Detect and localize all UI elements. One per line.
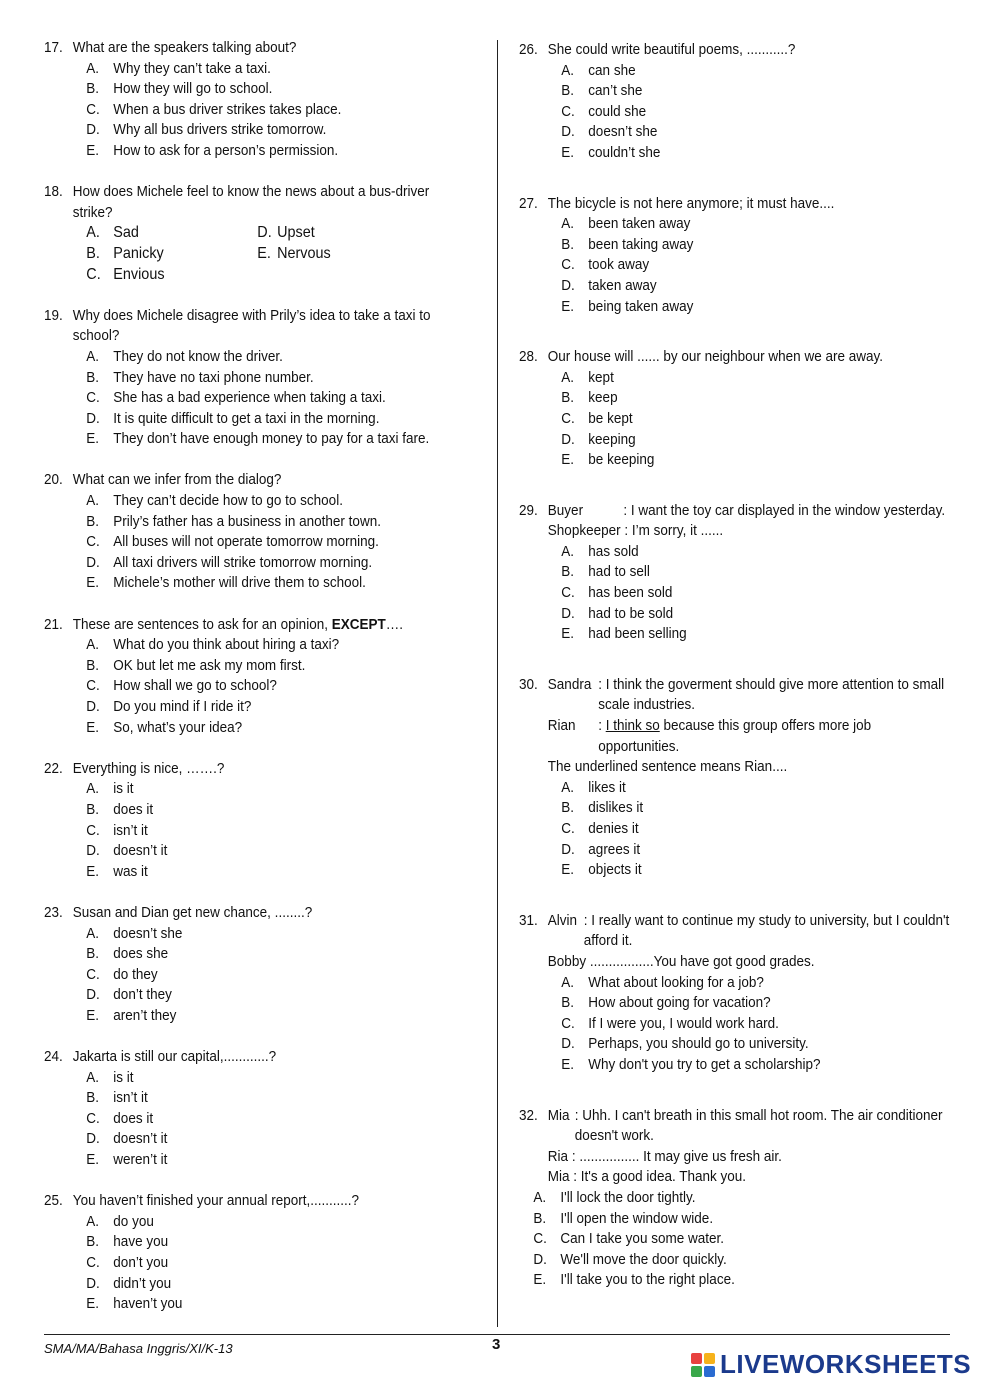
option-b[interactable]: B. can’t she — [561, 82, 643, 100]
question-text: The bicycle is not here anymore; it must have.... — [547, 194, 835, 212]
question-number: 18. — [44, 183, 63, 201]
question-text: Why does Michele disagree with Prily’s idea to take a taxi to school? — [72, 306, 431, 345]
option-d[interactable]: D. doesn’t she — [561, 123, 658, 141]
line: : I really want to continue my study to university, but I couldn't afford it. — [583, 911, 950, 950]
option-a[interactable]: A. They do not know the driver. — [86, 347, 283, 365]
option-b[interactable]: B. does she — [86, 945, 169, 963]
option-d[interactable]: D. taken away — [561, 276, 657, 294]
option-d[interactable]: D. Perhaps, you should go to university. — [561, 1035, 809, 1053]
question-17 — [44, 38, 484, 162]
option-e[interactable]: E. being taken away — [561, 297, 694, 315]
question-32 — [519, 1106, 951, 1291]
option-e[interactable]: E. weren’t it — [86, 1151, 168, 1169]
option-c[interactable]: C. do they — [86, 965, 158, 983]
question-30 — [519, 675, 951, 881]
option-a[interactable]: A. likes it — [561, 778, 626, 796]
sub-question: The underlined sentence means Rian.... — [547, 758, 788, 776]
option-c[interactable]: C. could she — [561, 102, 647, 120]
question-text — [548, 911, 951, 952]
question-number: 22. — [44, 759, 63, 777]
except-keyword: EXCEPT — [331, 615, 386, 633]
option-a[interactable]: A. can she — [561, 61, 636, 79]
dialog-line: Mia : It's a good idea. Thank you. — [547, 1168, 747, 1186]
logo-square-icon — [704, 1366, 715, 1377]
speaker: Alvin — [547, 911, 578, 929]
option-b[interactable]: B. How about going for vacation? — [561, 994, 771, 1012]
speaker: Mia — [547, 1106, 570, 1124]
question-29 — [519, 501, 951, 645]
option-a[interactable]: A. Sad — [86, 224, 139, 242]
option-d[interactable]: D. It is quite difficult to get a taxi in the morning. — [86, 409, 380, 427]
option-e[interactable]: E. So, what’s your idea? — [86, 718, 243, 736]
option-d[interactable]: D. doesn’t it — [86, 842, 168, 860]
option-b[interactable]: B. OK but let me ask my mom first. — [86, 656, 306, 674]
option-c[interactable]: C. be kept — [561, 409, 633, 427]
option-b[interactable]: B. How they will go to school. — [86, 80, 273, 98]
left-column — [44, 38, 484, 1315]
question-number: 25. — [44, 1192, 63, 1210]
option-c[interactable]: C. If I were you, I would work hard. — [561, 1014, 779, 1032]
dialog-line: Shopkeeper : I’m sorry, it ...... — [547, 522, 724, 540]
option-b[interactable]: B. does it — [86, 800, 154, 818]
question-text: How does Michele feel to know the news about a bus-driver strike? — [72, 183, 430, 221]
option-a[interactable]: A. been taken away — [561, 215, 691, 233]
option-b[interactable]: B. had to sell — [561, 563, 650, 581]
option-e[interactable]: E. Why don't you try to get a scholarship? — [561, 1055, 821, 1073]
footer-rule — [44, 1334, 950, 1335]
option-a[interactable]: A. kept — [561, 368, 614, 386]
question-28 — [519, 347, 951, 471]
option-a[interactable]: A. is it — [86, 780, 134, 798]
question-number: 17. — [44, 39, 63, 56]
speaker: Sandra — [547, 675, 592, 693]
option-c[interactable]: C. does it — [86, 1109, 154, 1127]
column-divider — [497, 40, 498, 1327]
question-20 — [44, 470, 484, 594]
option-e[interactable]: E. couldn’t she — [561, 143, 661, 161]
option-b[interactable]: B. isn’t it — [86, 1089, 148, 1107]
question-text: Jakarta is still our capital,............? — [72, 1048, 277, 1066]
option-c[interactable]: C. denies it — [561, 820, 639, 837]
logo-square-icon — [691, 1366, 702, 1377]
question-text: Susan and Dian get new chance, ........? — [72, 903, 313, 921]
question-text: She could write beautiful poems, ...........? — [547, 41, 796, 58]
question-number: 26. — [519, 41, 538, 58]
line: : I want the toy car displayed in the window yesterday. — [623, 501, 946, 519]
underlined-phrase: I think so — [605, 717, 660, 735]
option-a[interactable]: A. What about looking for a job? — [561, 973, 764, 991]
option-c[interactable]: C. She has a bad experience when taking a taxi. — [86, 389, 386, 407]
dialog-line: Bobby .................You have got good grades. — [547, 952, 815, 970]
line: : Uhh. I can't breath in this small hot room. The air conditioner doesn't work. — [574, 1106, 943, 1145]
option-b[interactable]: B. have you — [86, 1233, 169, 1251]
question-text — [548, 501, 951, 522]
option-b[interactable]: B. been taking away — [561, 235, 694, 253]
option-d[interactable]: D. don’t they — [86, 986, 172, 1004]
question-text: What are the speakers talking about? — [72, 39, 297, 56]
footer-course-code: SMA/MA/Bahasa Inggris/XI/K-13 — [44, 1341, 233, 1356]
option-a[interactable]: A. do you — [86, 1212, 154, 1230]
dialog-line: Rian : I think so because this group offers more job opportunities. — [547, 717, 872, 755]
option-e[interactable]: E. haven’t you — [86, 1295, 183, 1313]
question-21 — [44, 615, 484, 739]
option-c[interactable]: C. isn’t it — [86, 821, 148, 839]
logo-mark-icon — [690, 1352, 716, 1378]
option-d[interactable]: D. Do you mind if I ride it? — [86, 698, 252, 715]
option-a[interactable]: A. What do you think about hiring a taxi? — [86, 636, 340, 654]
question-text — [548, 675, 951, 716]
right-column — [519, 40, 951, 1291]
question-number: 29. — [519, 501, 538, 519]
question-19 — [44, 306, 484, 450]
question-number: 32. — [519, 1106, 538, 1124]
question-24 — [44, 1047, 484, 1171]
option-e[interactable]: E. I'll take you to the right place. — [533, 1271, 735, 1289]
option-b[interactable]: B. dislikes it — [561, 799, 644, 817]
option-c[interactable]: C. took away — [561, 256, 650, 274]
option-e[interactable]: E. Nervous — [257, 244, 331, 262]
option-e[interactable]: E. aren’t they — [86, 1006, 177, 1024]
option-c[interactable]: C. Envious — [86, 265, 165, 283]
question-26 — [519, 40, 951, 164]
option-b[interactable]: B. They have no taxi phone number. — [86, 368, 314, 386]
question-27 — [519, 194, 951, 318]
option-b[interactable]: B. Prily’s father has a business in another town. — [86, 512, 381, 530]
option-e[interactable]: E. Michele’s mother will drive them to school. — [86, 574, 366, 592]
option-c[interactable]: C. All buses will not operate tomorrow morning. — [86, 533, 379, 551]
option-b[interactable]: B. I'll open the window wide. — [533, 1209, 714, 1227]
logo-text: LIVEWORKSHEETS — [720, 1349, 972, 1379]
option-e[interactable]: E. They don’t have enough money to pay for a taxi fare. — [86, 430, 430, 448]
question-text: Everything is nice, …….? — [72, 759, 225, 777]
logo-square-icon — [704, 1353, 715, 1364]
option-e[interactable]: E. How to ask for a person’s permission. — [86, 141, 339, 159]
option-a[interactable]: A. Why they can’t take a taxi. — [86, 59, 271, 77]
option-a[interactable]: A. doesn’t she — [86, 924, 183, 942]
question-25 — [44, 1191, 484, 1315]
question-text — [548, 1106, 951, 1147]
option-a[interactable]: A. has sold — [561, 542, 639, 560]
option-d[interactable]: D. doesn’t it — [86, 1130, 168, 1148]
option-d[interactable]: D. Why all bus drivers strike tomorrow. — [86, 121, 327, 139]
option-a[interactable]: A. I'll lock the door tightly. — [533, 1188, 696, 1206]
option-a[interactable]: A. They can’t decide how to go to school. — [86, 492, 343, 510]
question-text: These are sentences to ask for an opinion, EXCEPT…. — [72, 615, 403, 633]
question-31 — [519, 911, 951, 1076]
liveworksheets-logo[interactable] — [690, 1349, 971, 1380]
question-number: 31. — [519, 911, 538, 929]
page-number: 3 — [492, 1336, 501, 1353]
question-number: 24. — [44, 1048, 63, 1066]
question-number: 30. — [519, 675, 538, 693]
option-b[interactable]: B. keep — [561, 389, 618, 407]
question-number: 21. — [44, 615, 63, 633]
question-number: 27. — [519, 194, 538, 212]
question-22 — [44, 759, 484, 883]
question-text: Our house will ...... by our neighbour when we are away. — [547, 348, 883, 366]
question-text: You haven’t finished your annual report,...........? — [72, 1192, 359, 1210]
option-a[interactable]: A. is it — [86, 1068, 134, 1086]
option-e[interactable]: E. was it — [86, 862, 148, 880]
option-d[interactable]: D. All taxi drivers will strike tomorrow morning. — [86, 553, 373, 571]
question-number: 28. — [519, 348, 538, 366]
option-c[interactable]: C. Can I take you some water. — [533, 1230, 724, 1248]
question-number: 19. — [44, 306, 63, 324]
option-d[interactable]: D. Upset — [257, 224, 315, 242]
question-23 — [44, 903, 484, 1027]
option-c[interactable]: C. has been sold — [561, 584, 673, 602]
option-d[interactable]: D. keeping — [561, 430, 636, 448]
question-number: 23. — [44, 903, 63, 921]
option-e[interactable]: E. had been selling — [561, 625, 687, 643]
option-c[interactable]: C. When a bus driver strikes takes place. — [86, 100, 342, 118]
dialog-line: Ria : ................ It may give us fresh air. — [547, 1147, 782, 1165]
option-c[interactable]: C. don’t you — [86, 1254, 169, 1272]
option-e[interactable]: E. objects it — [561, 861, 642, 879]
option-e[interactable]: E. be keeping — [561, 451, 655, 469]
option-d[interactable]: D. didn’t you — [86, 1274, 172, 1292]
option-c[interactable]: C. How shall we go to school? — [86, 677, 277, 695]
question-number: 20. — [44, 471, 63, 489]
question-text: What can we infer from the dialog? — [72, 471, 282, 489]
logo-square-icon — [691, 1353, 702, 1364]
question-18 — [44, 182, 484, 285]
speaker: Buyer — [547, 501, 584, 519]
line: : I think the goverment should give more attention to small scale industries. — [598, 675, 945, 714]
option-d[interactable]: D. We'll move the door quickly. — [533, 1250, 727, 1268]
option-b[interactable]: B. Panicky — [86, 244, 164, 262]
option-d[interactable]: D. had to be sold — [561, 604, 674, 622]
option-d[interactable]: D. agrees it — [561, 840, 641, 858]
